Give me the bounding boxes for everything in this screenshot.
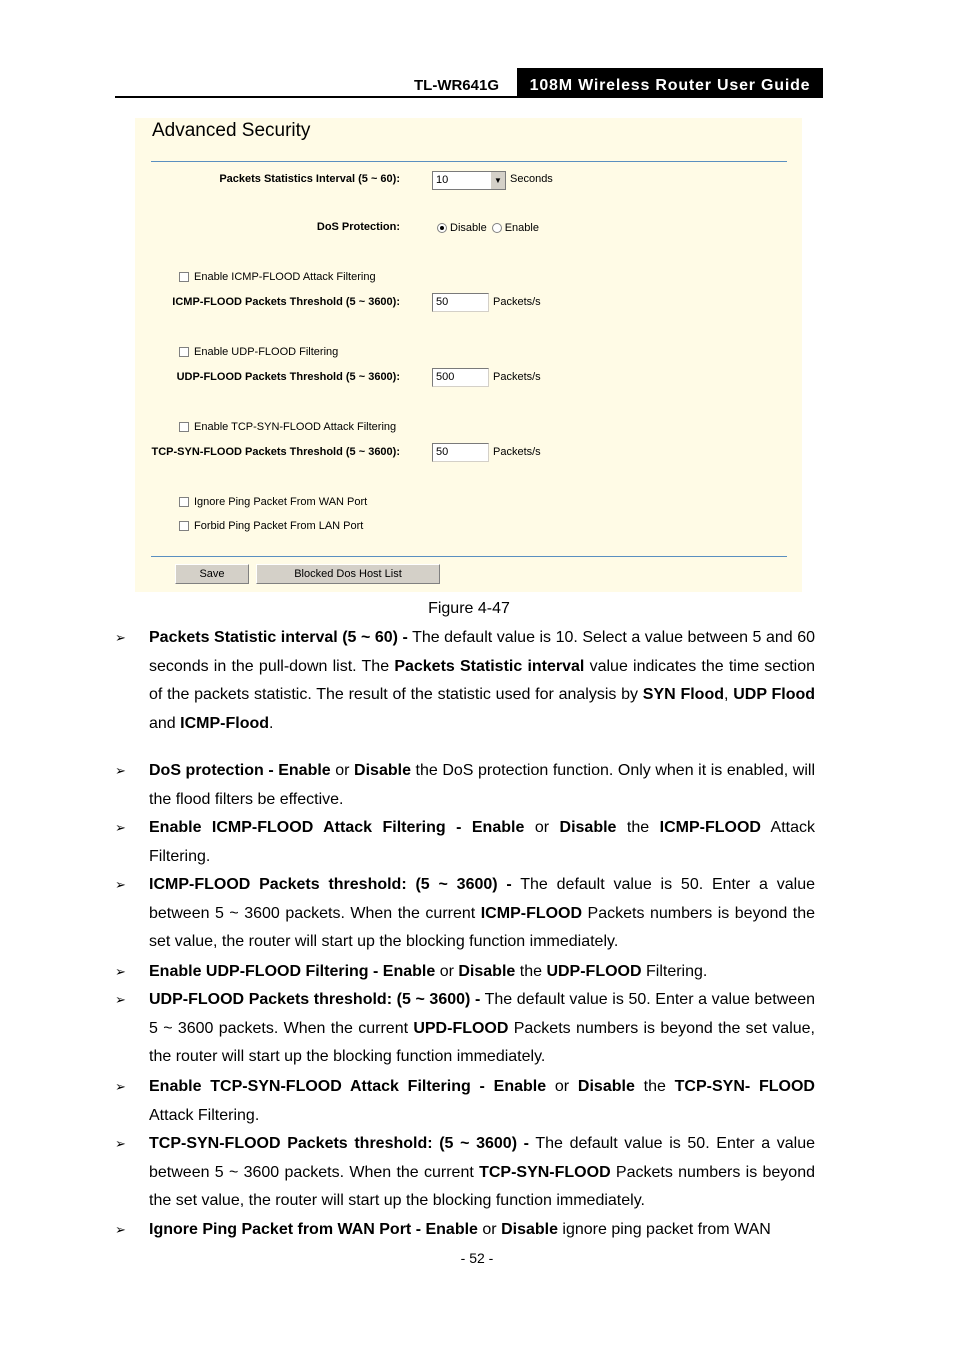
list-item-text — [149, 1216, 815, 1245]
bold-run: Disable — [559, 819, 617, 836]
list-item-text — [149, 757, 815, 814]
bold-run: Disable — [458, 963, 516, 980]
bullet-marker: ➢ — [115, 992, 126, 1007]
list-item — [115, 986, 815, 1072]
bold-run: UDP-FLOOD Packets threshold: (5 ~ 3600) - — [149, 991, 481, 1008]
interval-select[interactable] — [432, 171, 506, 190]
bold-run: DoS protection - Enable — [149, 762, 331, 779]
text-run: the — [634, 1078, 675, 1095]
list-item — [115, 1130, 815, 1216]
list-item-text — [149, 814, 815, 871]
ignore-ping-row — [179, 496, 367, 508]
icmp-threshold-input[interactable]: 50 — [432, 293, 489, 312]
list-item-text — [149, 958, 815, 987]
list-item — [115, 1073, 815, 1130]
text-run: Packets numbers is beyond the set value, the router will start up the blocking function immediately. — [149, 1019, 816, 1065]
bullet-marker: ➢ — [115, 763, 126, 778]
interval-label: Packets Statistics Interval (5 ~ 60): — [219, 173, 400, 185]
tcp-enable-row — [179, 421, 396, 433]
list-item — [115, 814, 815, 871]
header-rule — [115, 96, 823, 98]
list-item — [115, 1216, 815, 1245]
bullet-marker: ➢ — [115, 1222, 126, 1237]
bold-run: ICMP-FLOOD — [659, 819, 761, 836]
list-item — [115, 958, 815, 987]
bold-run: ICMP-FLOOD — [480, 904, 583, 922]
text-run: the DoS protection function. Only when it is enabled, will the flood filters be effective. — [149, 762, 815, 808]
header-title: 108M Wireless Router User Guide — [517, 68, 823, 98]
udp-enable-checkbox[interactable] — [179, 347, 189, 357]
chevron-down-icon[interactable]: ▼ — [490, 172, 505, 189]
bold-run: Enable TCP-SYN-FLOOD Attack Filtering - Enable — [149, 1078, 547, 1095]
text-run: and — [149, 714, 181, 732]
udp-unit: Packets/s — [493, 371, 541, 383]
udp-threshold-input[interactable]: 500 — [432, 368, 489, 387]
interval-unit: Seconds — [510, 173, 553, 185]
bold-run: SYN Flood — [642, 686, 724, 703]
text-run: or — [477, 1221, 502, 1238]
text-run: , — [724, 686, 734, 703]
figure-caption: Figure 4-47 — [428, 600, 510, 617]
advanced-security-screenshot — [135, 118, 802, 592]
page-number: - 52 - — [460, 1250, 494, 1266]
bullet-marker: ➢ — [115, 877, 126, 892]
list-item — [115, 757, 815, 814]
bullet-marker: ➢ — [115, 1136, 126, 1151]
bold-run: UDP-FLOOD — [546, 963, 642, 980]
bold-run: TCP-SYN-FLOOD — [479, 1163, 611, 1181]
bold-run: Disable — [501, 1221, 558, 1238]
list-item-text — [149, 986, 815, 1072]
text-run: The default value is 10. Select a value between 5 and 60 seconds in the pull-down list. The — [149, 629, 815, 675]
bold-run: Enable ICMP-FLOOD Attack Filtering - Enable — [149, 819, 525, 836]
text-run: the — [515, 963, 547, 980]
bold-run: ICMP-Flood — [180, 714, 270, 732]
dos-enable-label: Enable — [504, 222, 539, 234]
save-button[interactable]: Save — [175, 564, 249, 584]
bold-run: Disable — [354, 762, 411, 779]
bullet-marker: ➢ — [115, 820, 126, 835]
text-run: The default value is 50. Enter a value between 5 ~ 3600 packets. When the current — [149, 876, 815, 922]
forbid-ping-label: Forbid Ping Packet From LAN Port — [194, 520, 364, 532]
ignore-ping-checkbox[interactable] — [179, 497, 189, 507]
dos-radio-group — [437, 222, 539, 234]
bold-run: Ignore Ping Packet from WAN Port - Enable — [149, 1221, 478, 1238]
text-run: . — [269, 714, 274, 732]
text-run: Attack Filtering. — [149, 1106, 260, 1124]
text-run: Filtering. — [641, 963, 708, 980]
text-run: Packets numbers is beyond the set value, the router will start up the blocking function immediately. — [149, 904, 816, 950]
text-run: or — [435, 963, 459, 980]
bold-run: Packets Statistic interval — [394, 657, 585, 675]
dos-label: DoS Protection: — [316, 221, 400, 233]
bold-run: TCP-SYN- FLOOD — [674, 1078, 815, 1095]
bold-run: UDP Flood — [733, 686, 816, 703]
list-item-text — [149, 624, 815, 738]
tcp-threshold-label: TCP-SYN-FLOOD Packets Threshold (5 ~ 3600): — [151, 446, 400, 458]
header-model: TL-WR641G — [414, 77, 500, 94]
icmp-enable-label: Enable ICMP-FLOOD Attack Filtering — [194, 271, 376, 283]
forbid-ping-row — [179, 520, 363, 532]
icmp-unit: Packets/s — [493, 296, 541, 308]
text-run: value indicates the time section of the packets statistic. The result of the statistic used for analysis by — [149, 657, 815, 703]
dos-disable-label: Disable — [450, 222, 487, 234]
list-item-text — [149, 1130, 815, 1216]
text-run: or — [546, 1078, 578, 1095]
tcp-enable-label: Enable TCP-SYN-FLOOD Attack Filtering — [194, 421, 397, 433]
interval-value: 10 — [436, 174, 449, 186]
icmp-threshold-label: ICMP-FLOOD Packets Threshold (5 ~ 3600): — [172, 296, 400, 308]
list-item-text — [149, 1073, 815, 1130]
text-run: The default value is 50. Enter a value between 5 ~ 3600 packets. When the current — [149, 1135, 816, 1181]
icmp-enable-row — [179, 271, 376, 283]
list-item-text — [149, 871, 815, 957]
tcp-enable-checkbox[interactable] — [179, 422, 189, 432]
top-divider — [151, 161, 787, 162]
udp-enable-label: Enable UDP-FLOOD Filtering — [194, 346, 339, 358]
bottom-divider — [151, 556, 787, 557]
dos-enable-radio[interactable] — [492, 223, 502, 233]
ignore-ping-label: Ignore Ping Packet From WAN Port — [194, 496, 368, 508]
bullet-marker: ➢ — [115, 1079, 126, 1094]
bold-run: Enable UDP-FLOOD Filtering - Enable — [149, 963, 436, 980]
screen-title: Advanced Security — [152, 120, 311, 141]
bold-run: ICMP-FLOOD Packets threshold: (5 ~ 3600) - — [149, 876, 512, 893]
dos-disable-radio[interactable] — [437, 223, 447, 233]
udp-enable-row — [179, 346, 338, 358]
bold-run: TCP-SYN-FLOOD Packets threshold: (5 ~ 3600) - — [149, 1135, 530, 1152]
bullet-marker: ➢ — [115, 964, 126, 979]
text-run: or — [524, 819, 560, 836]
udp-threshold-label: UDP-FLOOD Packets Threshold (5 ~ 3600): — [176, 371, 400, 383]
list-item — [115, 871, 815, 957]
bold-run: Disable — [577, 1078, 635, 1095]
bold-run: Packets Statistic interval (5 ~ 60) - — [149, 629, 408, 646]
tcp-threshold-input[interactable]: 50 — [432, 443, 489, 462]
text-run: ignore ping packet from WAN — [557, 1221, 771, 1238]
text-run: or — [330, 762, 355, 779]
text-run: the — [616, 819, 660, 836]
bold-run: UPD-FLOOD — [413, 1019, 509, 1037]
bullet-marker: ➢ — [115, 630, 126, 645]
forbid-ping-checkbox[interactable] — [179, 521, 189, 531]
icmp-enable-checkbox[interactable] — [179, 272, 189, 282]
list-item — [115, 624, 815, 738]
tcp-unit: Packets/s — [493, 446, 541, 458]
text-run: Attack Filtering. — [149, 819, 815, 865]
text-run: The default value is 50. Enter a value between 5 ~ 3600 packets. When the current — [149, 991, 815, 1037]
blocked-dos-host-list-button[interactable]: Blocked Dos Host List — [256, 564, 440, 584]
text-run: Packets numbers is beyond the set value, the router will start up the blocking function immediately. — [149, 1163, 815, 1209]
